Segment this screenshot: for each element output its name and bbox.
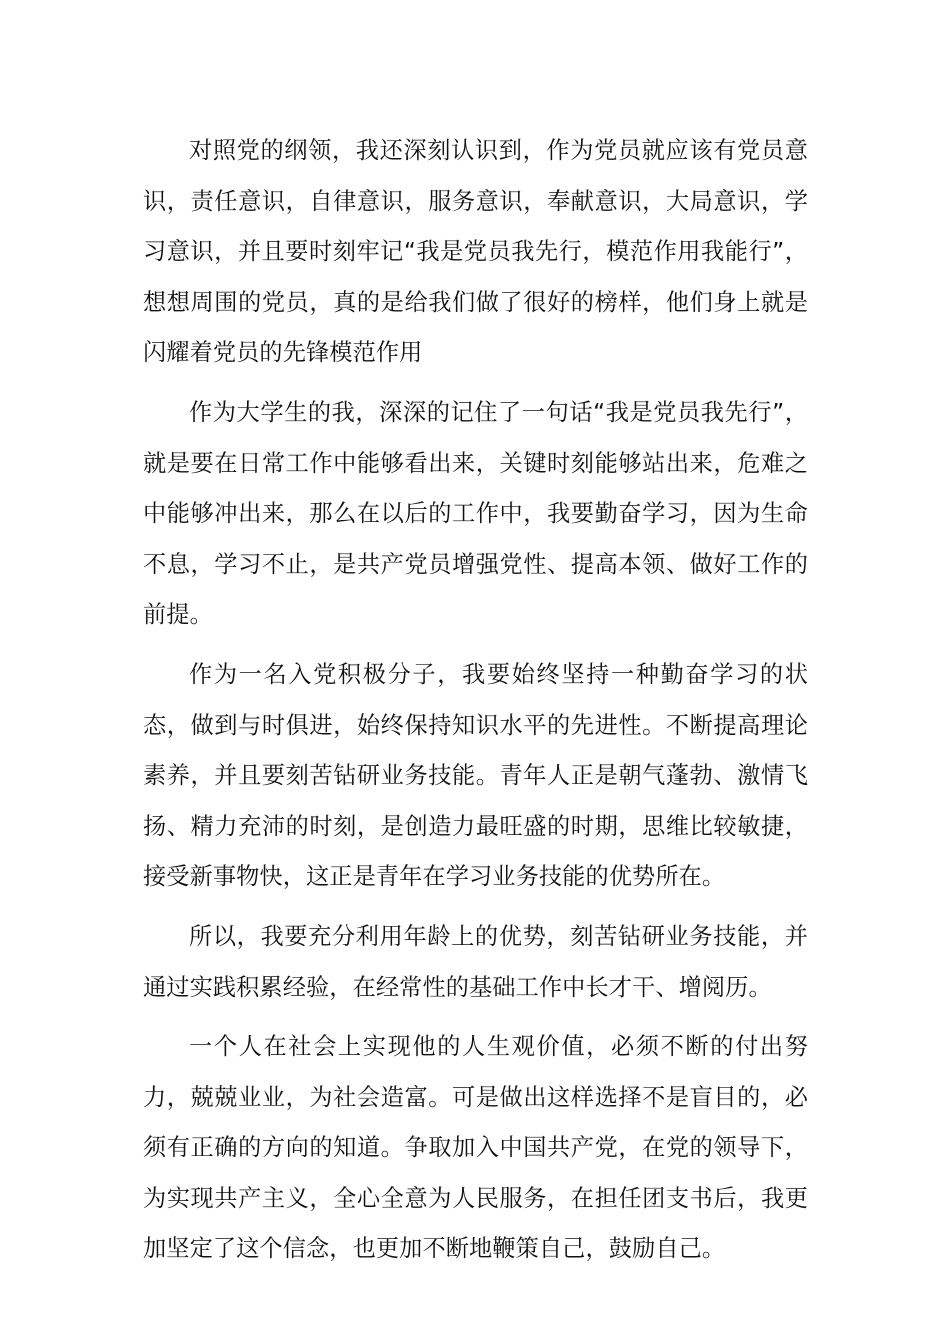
paragraph-1: 对照党的纲领，我还深刻认识到，作为党员就应该有党员意识，责任意识，自律意识，服务意识，奉献意识，大局意识，学习意识，并且要时刻牢记“我是党员我先行，模范作用我能行”，想想周围的党员，真的是给我们做了很好的榜样，他们身上就是闪耀着党员的先锋模范作用: [143, 137, 808, 367]
paragraph-3: 作为一名入党积极分子，我要始终坚持一种勤奋学习的状态，做到与时俱进，始终保持知识水平的先进性。不断提高理论素养，并且要刻苦钻研业务技能。青年人正是朝气蓬勃、激情飞扬、精力充沛的时刻，是创造力最旺盛的时期，思维比较敏捷，接受新事物快，这正是青年在学习业务技能的优势所在。: [143, 660, 808, 891]
paragraph-2: 作为大学生的我，深深的记住了一句话“我是党员我先行”，就是要在日常工作中能够看出来，关键时刻能够站出来，危难之中能够冲出来，那么在以后的工作中，我要勤奋学习，因为生命不息，学习不止，是共产党员增强党性、提高本领、做好工作的前提。: [143, 398, 808, 629]
paragraph-4: 所以，我要充分利用年龄上的优势，刻苦钻研业务技能，并通过实践积累经验，在经常性的基础工作中长才干、增阅历。: [143, 922, 808, 1001]
paragraph-5: 一个人在社会上实现他的人生观价值，必须不断的付出努力，兢兢业业，为社会造富。可是做出这样选择不是盲目的，必须有正确的方向的知道。争取加入中国共产党，在党的领导下，为实现共产主义，全心全意为人民服务，在担任团支书后，我更加坚定了这个信念，也更加不断地鞭策自己，鼓励自己。: [143, 1033, 808, 1263]
document-body: [143, 126, 808, 1275]
